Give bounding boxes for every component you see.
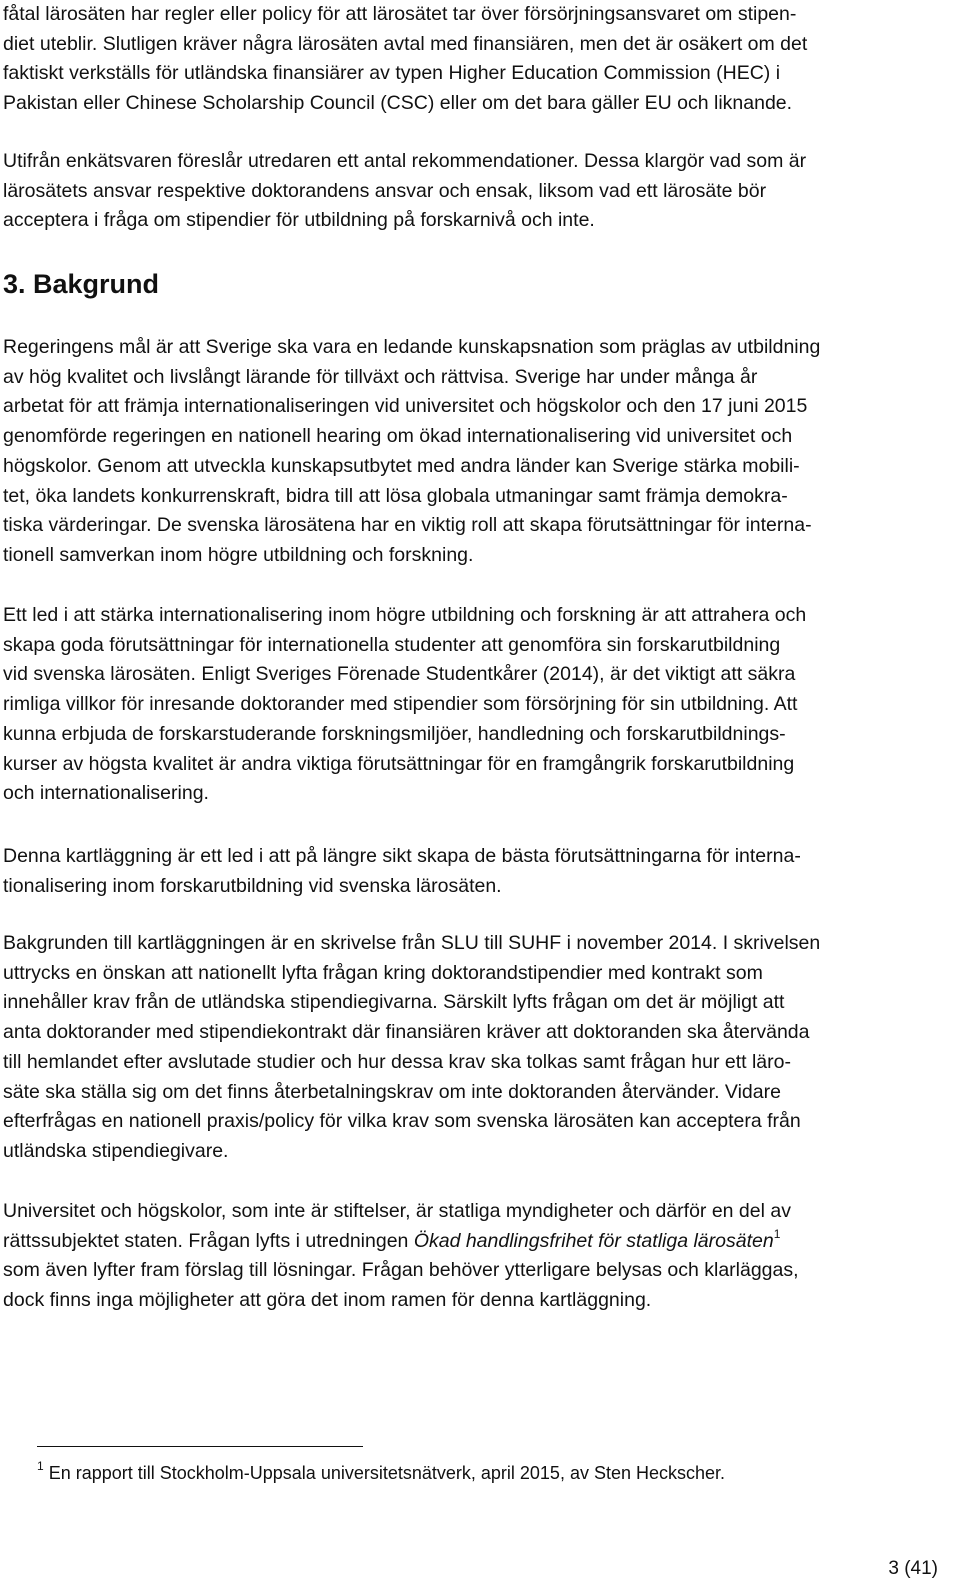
recommendation-paragraph	[3, 147, 943, 236]
paragraph-line: fåtal lärosäten har regler eller policy för att lärosätet tar över försörjningsansvaret om stipen-	[3, 3, 797, 25]
paragraph-line: tiska värderingar. De svenska lärosätena har en viktig roll att skapa förutsättningar för interna-	[3, 514, 812, 537]
paragraph-line: rimliga villkor för inresande doktorander med stipendier som försörjning för sin utbildning. Att	[3, 693, 798, 716]
paragraph-line: Utifrån enkätsvaren föreslår utredaren ett antal rekommendationer. Dessa klargör vad som är	[3, 150, 807, 172]
background-paragraph-survey	[3, 842, 943, 901]
paragraph-line: till hemlandet efter avslutade studier och hur dessa krav ska tolkas samt frågan hur ett läro-	[3, 1050, 791, 1073]
intro-paragraph	[3, 0, 943, 119]
paragraph-line: faktiskt verkställs för utländska finansiärer av typen Higher Education Commission (HEC) i	[3, 62, 781, 85]
paragraph-line: dock finns inga möjligheter att göra det inom ramen för denna kartläggning.	[3, 1289, 652, 1312]
paragraph-line: vid svenska lärosäten. Enligt Sveriges Förenade Studentkårer (2014), är det viktigt att säkra	[3, 663, 796, 686]
paragraph-line: Universitet och högskolor, som inte är stiftelser, är statliga myndigheter och därför en del av	[3, 1200, 791, 1222]
paragraph-line: anta doktorander med stipendiekontrakt där finansiären kräver att doktoranden ska återvända	[3, 1021, 810, 1044]
background-paragraph-legal	[3, 1197, 943, 1316]
paragraph-line: skapa goda förutsättningar för internationella studenter att genomföra sin forskarutbildning	[3, 633, 781, 656]
paragraph-line: acceptera i fråga om stipendier för utbildning på forskarnivå och inte.	[3, 209, 595, 232]
paragraph-line: utländska stipendiegivare.	[3, 1139, 229, 1162]
report-title: Ökad handlingsfrihet för statliga lärosäten	[413, 1229, 774, 1252]
background-paragraph-origin	[3, 929, 943, 1167]
page-number: 3 (41)	[888, 1558, 938, 1579]
paragraph-line: efterfrågas en nationell praxis/policy för vilka krav som svenska lärosäten kan acceptera från	[3, 1110, 801, 1133]
paragraph-line: högskolor. Genom att utveckla kunskapsutbytet med andra länder kan Sverige stärka mobili-	[3, 454, 800, 477]
paragraph-line: Regeringens mål är att Sverige ska vara en ledande kunskapsnation som präglas av utbildning	[3, 336, 821, 358]
paragraph-line: av hög kvalitet och livslångt lärande för tillväxt och rättvisa. Sverige har under många år	[3, 365, 758, 388]
paragraph-line: diet uteblir. Slutligen kräver några lärosäten avtal med finansiären, men det är osäkert om det	[3, 32, 808, 55]
paragraph-line: Bakgrunden till kartläggningen är en skrivelse från SLU till SUHF i november 2014. I skrivelsen	[3, 932, 821, 954]
paragraph-line: Denna kartläggning är ett led i att på längre sikt skapa de bästa förutsättningarna för interna-	[3, 845, 801, 867]
section-heading: 3. Bakgrund	[3, 269, 160, 299]
paragraph-line: lärosätets ansvar respektive doktorandens ansvar och ensak, liksom vad ett lärosäte bör	[3, 179, 767, 202]
paragraph-line: uttrycks en önskan att nationellt lyfta frågan kring doktorandstipendier med kontrakt som	[3, 961, 763, 984]
paragraph-line: kurser av högsta kvalitet är andra viktiga förutsättningar för en framgångrik forskarutbildning	[3, 752, 795, 775]
paragraph-line: tionalisering inom forskarutbildning vid svenska lärosäten.	[3, 874, 502, 897]
paragraph-line: som även lyfter fram förslag till lösningar. Frågan behöver ytterligare belysas och klarläggas,	[3, 1259, 799, 1282]
footnote-reference[interactable]: 1	[773, 1226, 781, 1241]
paragraph-line: tet, öka landets konkurrenskraft, bidra till att lösa globala utmaningar samt främja demokra-	[3, 484, 788, 507]
footnote-text: En rapport till Stockholm-Uppsala universitetsnätverk, april 2015, av Sten Heckscher.	[48, 1463, 726, 1483]
footnote	[37, 1460, 725, 1486]
paragraph-line	[3, 1227, 943, 1257]
paragraph-line: arbetat för att främja internationaliseringen vid universitet och högskolor och den 17 juni 2015	[3, 395, 808, 418]
background-paragraph-goals	[3, 333, 943, 571]
paragraph-line: Ett led i att stärka internationalisering inom högre utbildning och forskning är att attrahera och	[3, 604, 807, 626]
footnote-separator	[37, 1446, 363, 1447]
paragraph-line: och internationalisering.	[3, 782, 209, 805]
paragraph-line: tionell samverkan inom högre utbildning och forskning.	[3, 543, 474, 566]
footnote-number: 1	[37, 1459, 44, 1473]
paragraph-line: Pakistan eller Chinese Scholarship Council (CSC) eller om det bara gäller EU och liknande.	[3, 92, 793, 115]
paragraph-line: säte ska ställa sig om det finns återbetalningskrav om inte doktoranden återvänder. Vidare	[3, 1080, 781, 1103]
line-text: rättssubjektet staten. Frågan lyfts i utredningen	[3, 1229, 414, 1252]
paragraph-line: genomförde regeringen en nationell hearing om ökad internationalisering vid universitet och	[3, 425, 793, 448]
paragraph-line: kunna erbjuda de forskarstuderande forskningsmiljöer, handledning och forskarutbildnings-	[3, 722, 786, 745]
background-paragraph-attract	[3, 601, 943, 809]
paragraph-line: innehåller krav från de utländska stipendiegivarna. Särskilt lyfts frågan om det är möjligt att	[3, 991, 785, 1014]
